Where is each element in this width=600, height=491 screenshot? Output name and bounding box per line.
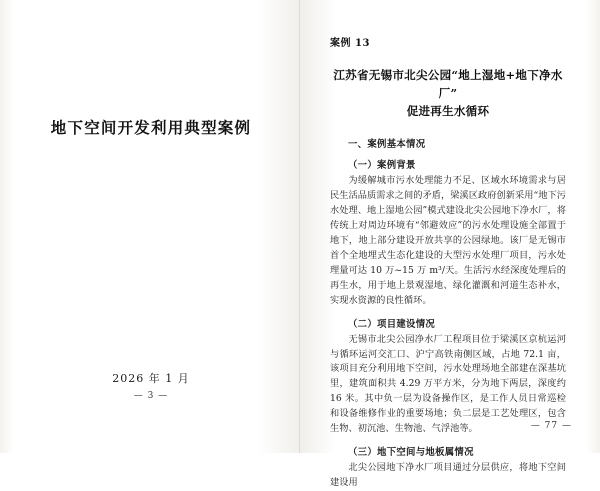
subsection-paragraph-3: 北尖公园地下净水厂项目通过分层供应，将地下空间建设用: [330, 461, 566, 488]
subsection-heading-2: （二）项目建设情况: [348, 318, 436, 330]
case-title: [330, 67, 566, 120]
section-heading-1: 一、案例基本情况: [348, 139, 426, 151]
right-page-number: — 77 —: [530, 421, 572, 431]
case-title-line-1: 江苏省无锡市北尖公园“地上湿地+地下净水厂”: [333, 68, 563, 100]
subsection-heading-1: （一）案例背景: [348, 160, 416, 172]
right-page: [300, 0, 600, 488]
publish-date: 2026 年 1 月: [112, 372, 190, 385]
subsection-heading-3: （三）地下空间与地板属情况: [348, 446, 474, 458]
subsection-paragraph-2: 无锡市北尖公园净水厂工程项目位于梁溪区京杭运河与循环运河交汇口、沪宁高铁南侧区域，占地 72.1 亩，该项目充分利用地下空间，污水处理场地全部建在深基坑里，建筑面积共 4.29 万平方米，分为地下两层，深度约 16 米。其中负一层为设备操作区，是工作人员日常巡检和设备维修作业的重要场地；负二层是工艺处理区，包含生物、初沉池、生物池、气浮池等。: [330, 333, 566, 435]
case-title-line-2: 促进再生水循环: [406, 103, 490, 118]
page-title: 地下空间开发利用典型案例: [50, 118, 252, 137]
left-page-number: — 3 —: [133, 391, 169, 401]
subsection-paragraph-1: 为缓解城市污水处理能力不足、区域水环境需求与居民生活品质需求之间的矛盾，梁溪区政府创新采用“地下污水处理、地上湿地公园”模式建设北尖公园地下净水厂，将传统上对周边环境有“邻避效应”的污水处理设施全部置于地下，地上部分建设开放共享的公园绿地。该厂是无锡市首个全地埋式生态化建设的大型污水处理厂项目，污水处理量可达 10 万~15 万 m³/天。生活污水经深度处理后的再生水，用于地上景观湿地、绿化灌溉和河道生态补水，实现水资源的良性循环。: [330, 175, 566, 306]
case-label: 案例 13: [330, 38, 370, 49]
left-page-content: [36, 40, 266, 423]
left-page: [0, 0, 300, 453]
